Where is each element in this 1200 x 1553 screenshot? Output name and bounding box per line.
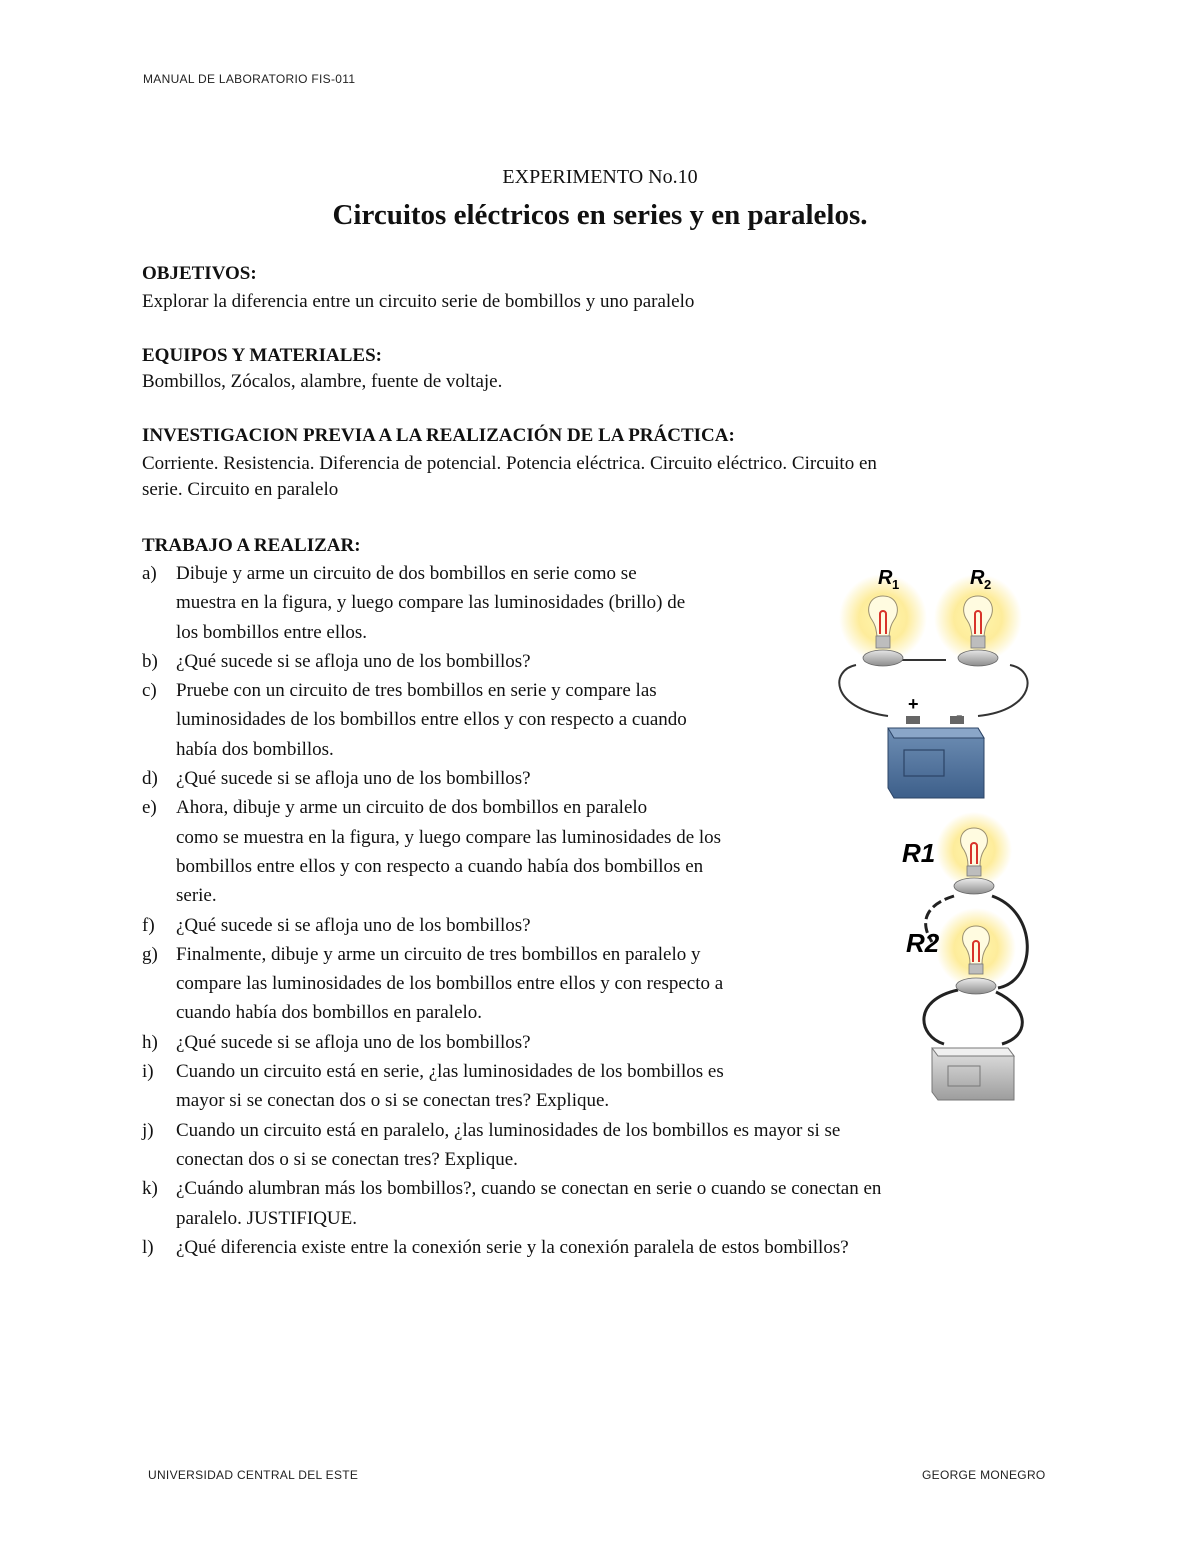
item-marker: e) bbox=[142, 797, 157, 819]
series-circuit-figure bbox=[828, 560, 1038, 804]
investigacion-heading: INVESTIGACION PREVIA A LA REALIZACIÓN DE LA PRÁCTICA: bbox=[142, 425, 735, 446]
item-line: ¿Cuándo alumbran más los bombillos?, cuando se conectan en serie o cuando se conectan en bbox=[176, 1178, 882, 1200]
item-marker: j) bbox=[142, 1119, 154, 1141]
item-marker: f) bbox=[142, 914, 155, 936]
list-item bbox=[142, 1116, 881, 1175]
parallel-circuit-figure bbox=[888, 812, 1048, 1104]
objetivos-text: Explorar la diferencia entre un circuito serie de bombillos y uno paralelo bbox=[142, 291, 695, 312]
list-item bbox=[142, 793, 881, 910]
item-line: ¿Qué diferencia existe entre la conexión serie y la conexión paralela de estos bombillos? bbox=[176, 1236, 849, 1258]
footer-right: GEORGE MONEGRO bbox=[922, 1468, 1046, 1482]
item-line: paralelo. JUSTIFIQUE. bbox=[176, 1207, 357, 1229]
list-item bbox=[142, 559, 881, 647]
label-r2: R2 bbox=[906, 928, 940, 958]
bulb-icon bbox=[936, 908, 1016, 994]
item-line: Dibuje y arme un circuito de dos bombillos en serie como se bbox=[176, 563, 637, 584]
page-header: MANUAL DE LABORATORIO FIS-011 bbox=[143, 72, 356, 86]
list-item bbox=[142, 1028, 881, 1057]
label-r2-subscript: 2 bbox=[984, 577, 992, 592]
list-item bbox=[142, 1057, 881, 1116]
task-list bbox=[142, 559, 881, 1262]
list-item bbox=[142, 911, 881, 940]
item-line: Pruebe con un circuito de tres bombillos en serie y compare las bbox=[176, 680, 657, 702]
item-marker: g) bbox=[142, 943, 158, 965]
item-line: Finalmente, dibuje y arme un circuito de tres bombillos en paralelo y bbox=[176, 943, 701, 965]
item-line: ¿Qué sucede si se afloja uno de los bombillos? bbox=[176, 1031, 531, 1053]
list-item bbox=[142, 764, 881, 793]
item-line: bombillos entre ellos y con respecto a cuando había dos bombillos en bbox=[176, 855, 704, 877]
item-line: serie. bbox=[176, 885, 217, 907]
trabajo-heading: TRABAJO A REALIZAR: bbox=[142, 535, 361, 556]
item-marker: d) bbox=[142, 768, 158, 790]
list-item bbox=[142, 647, 881, 676]
item-line: muestra en la figura, y luego compare las luminosidades (brillo) de bbox=[176, 592, 686, 614]
item-line: luminosidades de los bombillos entre ellos y con respecto a cuando bbox=[176, 709, 687, 731]
item-line: ¿Qué sucede si se afloja uno de los bombillos? bbox=[176, 650, 531, 672]
item-marker: i) bbox=[142, 1061, 154, 1083]
item-line: Cuando un circuito está en serie, ¿las luminosidades de los bombillos es bbox=[176, 1061, 724, 1083]
item-line: Cuando un circuito está en paralelo, ¿las luminosidades de los bombillos es mayor si se bbox=[176, 1119, 841, 1141]
item-line: ¿Qué sucede si se afloja uno de los bombillos? bbox=[176, 914, 531, 936]
label-r1: R1 bbox=[902, 838, 936, 868]
list-item bbox=[142, 676, 881, 764]
item-marker: a) bbox=[142, 563, 157, 584]
battery-icon bbox=[888, 716, 984, 798]
item-line: como se muestra en la figura, y luego compare las luminosidades de los bbox=[176, 826, 722, 848]
item-marker: c) bbox=[142, 680, 157, 702]
list-item bbox=[142, 940, 881, 1028]
investigacion-line: serie. Circuito en paralelo bbox=[142, 479, 339, 500]
label-r1: R bbox=[878, 567, 893, 589]
item-line: Ahora, dibuje y arme un circuito de dos bombillos en paralelo bbox=[176, 797, 648, 819]
label-r1-subscript: 1 bbox=[892, 577, 900, 592]
experiment-number: EXPERIMENTO No.10 bbox=[502, 166, 698, 188]
item-line: mayor si se conectan dos o si se conectan tres? Explique. bbox=[176, 1090, 610, 1112]
investigacion-text bbox=[142, 451, 877, 503]
item-line: los bombillos entre ellos. bbox=[176, 621, 368, 643]
battery-icon bbox=[932, 1048, 1014, 1100]
list-item bbox=[142, 1233, 881, 1262]
item-line: cuando había dos bombillos en paralelo. bbox=[176, 1002, 483, 1024]
item-line: había dos bombillos. bbox=[176, 738, 334, 760]
investigacion-line: Corriente. Resistencia. Diferencia de potencial. Potencia eléctrica. Circuito eléctrico. Circuito en bbox=[142, 453, 877, 474]
footer-left: UNIVERSIDAD CENTRAL DEL ESTE bbox=[148, 1468, 359, 1482]
equipos-text: Bombillos, Zócalos, alambre, fuente de voltaje. bbox=[142, 371, 503, 392]
label-r2: R bbox=[970, 567, 985, 589]
bulb-icon bbox=[936, 812, 1012, 894]
list-item bbox=[142, 1174, 881, 1233]
plus-label: + bbox=[908, 694, 919, 714]
objetivos-heading: OBJETIVOS: bbox=[142, 263, 257, 284]
item-marker: k) bbox=[142, 1178, 158, 1200]
item-line: conectan dos o si se conectan tres? Explique. bbox=[176, 1148, 518, 1170]
item-marker: l) bbox=[142, 1236, 154, 1258]
item-marker: b) bbox=[142, 650, 158, 672]
item-marker: h) bbox=[142, 1031, 158, 1053]
equipos-heading: EQUIPOS Y MATERIALES: bbox=[142, 345, 382, 366]
item-line: ¿Qué sucede si se afloja uno de los bombillos? bbox=[176, 768, 531, 790]
page-title: Circuitos eléctricos en series y en paralelos. bbox=[332, 199, 868, 231]
item-line: compare las luminosidades de los bombillos entre ellos y con respecto a bbox=[176, 973, 724, 995]
